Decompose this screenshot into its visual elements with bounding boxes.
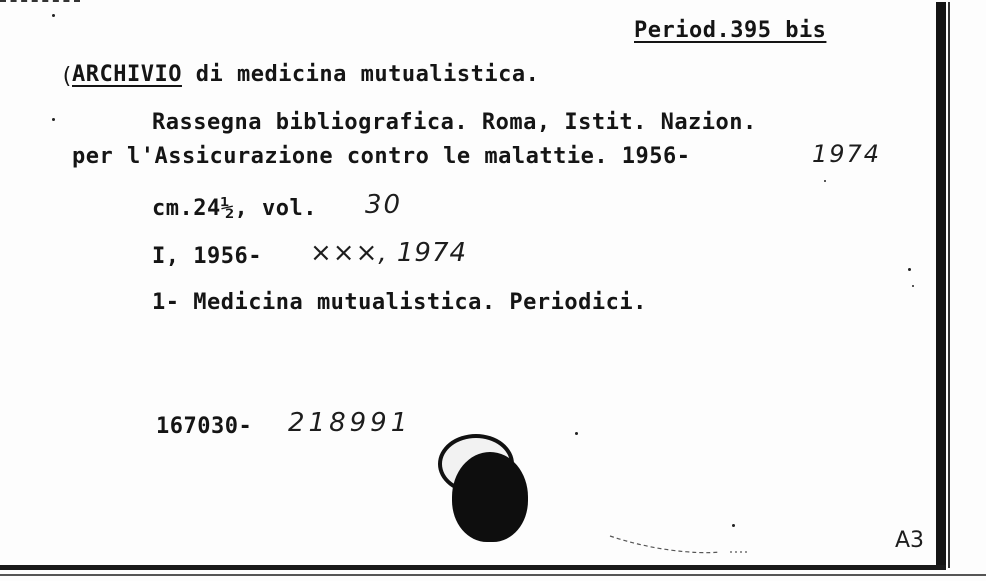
pencil-scribble xyxy=(600,528,780,568)
dust-speck xyxy=(908,268,911,271)
shelfmark: Period.395 bis xyxy=(634,18,827,43)
accession-number: 167030- xyxy=(156,414,253,439)
dust-speck xyxy=(824,180,826,182)
card-right-edge-outer xyxy=(948,2,950,568)
description-line-2: per l'Assicurazione contro le malattie. 1956- xyxy=(72,144,691,169)
handwritten-end-year: 1974 xyxy=(812,140,882,168)
dust-speck xyxy=(732,524,735,527)
card-bottom-edge xyxy=(0,565,946,570)
heading-rest: di medicina mutualistica. xyxy=(195,62,540,87)
heading-bracket: ( xyxy=(60,64,74,89)
holdings-line: I, 1956- xyxy=(152,244,262,269)
handwritten-volume-count: 30 xyxy=(365,190,403,220)
card-right-edge xyxy=(936,2,946,568)
heading-main-word: ARCHIVIO xyxy=(72,62,182,87)
card-bottom-edge-outer xyxy=(0,574,986,576)
subject-line: 1- Medicina mutualistica. Periodici. xyxy=(152,290,647,315)
corner-note: A3 xyxy=(895,528,925,553)
dimensions-line: cm.24½, vol. xyxy=(152,196,317,221)
heading xyxy=(60,62,540,89)
corner-mark xyxy=(0,0,80,8)
handwritten-inventory-number: 218991 xyxy=(288,408,412,438)
dust-speck xyxy=(912,285,914,287)
dust-speck xyxy=(52,118,55,121)
description-line-1: Rassegna bibliografica. Roma, Istit. Nazion. xyxy=(152,110,757,135)
dust-speck xyxy=(52,14,55,17)
punch-hole xyxy=(452,452,528,542)
dust-speck xyxy=(575,432,578,435)
handwritten-holdings-end: ×××, 1974 xyxy=(310,238,468,268)
